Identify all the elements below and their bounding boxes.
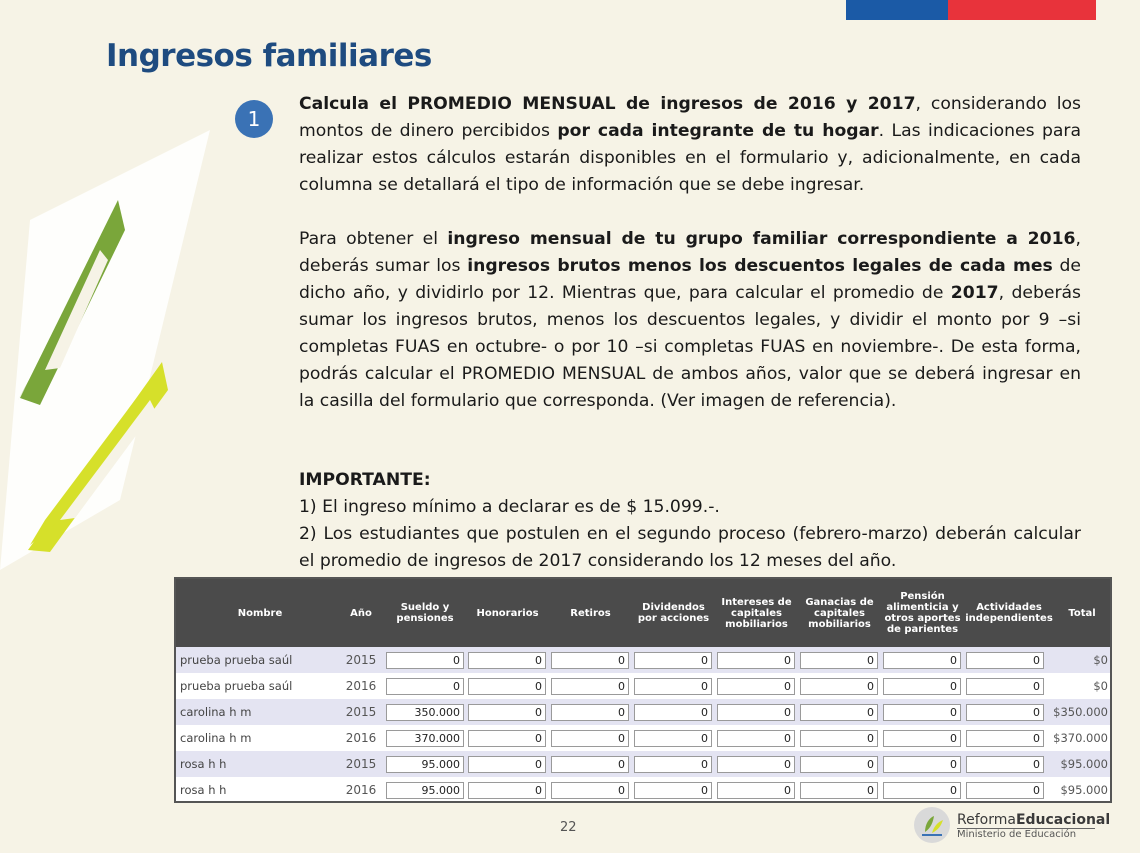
- table-row: [176, 751, 1112, 777]
- column-header: Honorarios: [476, 607, 539, 619]
- income-input[interactable]: 350.000: [386, 704, 464, 721]
- member-name: rosa h h: [180, 783, 227, 797]
- income-input[interactable]: 0: [468, 704, 546, 721]
- income-input[interactable]: 0: [551, 756, 629, 773]
- top-red-bar: [948, 0, 1096, 20]
- year-cell: 2016: [345, 731, 377, 745]
- paragraph2-run: , deberás sumar los ingresos brutos, menos los descuentos legales, y dividir el monto por 9 –si completas FUAS en octubre- o por 10 –si completas FUAS en noviembre-. De esta forma, podrás calcular el PROMEDIO MENSUAL de ambos años, valor que se deberá ingresar en la casilla del formulario que corresponda. (Ver imagen de referencia).: [299, 283, 1081, 411]
- row-total: $0: [1093, 653, 1108, 667]
- paragraph-instructions: [299, 91, 1081, 199]
- income-input[interactable]: 0: [717, 782, 795, 799]
- column-header: Sueldo y pensiones: [396, 602, 454, 624]
- leaf-decoration: [0, 100, 230, 600]
- brand-light: Reforma: [957, 812, 1016, 828]
- column-header: Pensión alimenticia y otros aportes de parientes: [884, 591, 961, 635]
- footer-ministry: Ministerio de Educación: [957, 829, 1077, 840]
- member-name: prueba prueba saúl: [180, 679, 293, 693]
- paragraph1-run: , considerando los montos de dinero percibidos: [299, 94, 1081, 141]
- step-number-badge: 1: [235, 100, 273, 138]
- year-cell: 2016: [345, 679, 377, 693]
- paragraph-calculation: [299, 226, 1081, 415]
- page-title: Ingresos familiares: [106, 38, 432, 74]
- row-total: $370.000: [1053, 731, 1108, 745]
- table-row: [176, 725, 1112, 751]
- income-input[interactable]: 95.000: [386, 782, 464, 799]
- paragraph1-run: por cada integrante de tu hogar: [557, 121, 879, 141]
- row-total: $0: [1093, 679, 1108, 693]
- income-input[interactable]: 0: [717, 652, 795, 669]
- important-item-1: 1) El ingreso mínimo a declarar es de $ 15.099.-.: [299, 497, 720, 517]
- column-header: Dividendos por acciones: [637, 602, 710, 624]
- year-cell: 2015: [345, 757, 377, 771]
- year-cell: 2016: [345, 783, 377, 797]
- row-total: $350.000: [1053, 705, 1108, 719]
- paragraph2-run: 2017: [950, 283, 999, 303]
- income-table: [174, 577, 1112, 803]
- income-input[interactable]: 0: [717, 678, 795, 695]
- year-cell: 2015: [345, 705, 377, 719]
- income-input[interactable]: 0: [800, 704, 878, 721]
- income-input[interactable]: 0: [966, 704, 1044, 721]
- member-name: carolina h m: [180, 731, 252, 745]
- income-input[interactable]: 0: [966, 730, 1044, 747]
- income-input[interactable]: 0: [634, 756, 712, 773]
- table-row: [176, 673, 1112, 699]
- member-name: rosa h h: [180, 757, 227, 771]
- page-number: 22: [560, 820, 577, 835]
- income-input[interactable]: 0: [883, 756, 961, 773]
- income-input[interactable]: 0: [551, 678, 629, 695]
- column-header: Ganacias de capitales mobiliarios: [805, 596, 874, 630]
- income-input[interactable]: 0: [634, 652, 712, 669]
- income-input[interactable]: 0: [883, 730, 961, 747]
- paragraph2-run: ingreso mensual de tu grupo familiar correspondiente a 2016: [447, 229, 1076, 249]
- ministry-logo-icon: [912, 805, 952, 845]
- income-input[interactable]: 0: [551, 704, 629, 721]
- important-section: [299, 467, 1081, 575]
- income-input[interactable]: 370.000: [386, 730, 464, 747]
- income-input[interactable]: 0: [551, 652, 629, 669]
- top-blue-bar: [846, 0, 948, 20]
- income-input[interactable]: 0: [883, 704, 961, 721]
- income-input[interactable]: 95.000: [386, 756, 464, 773]
- income-input[interactable]: 0: [551, 730, 629, 747]
- income-input[interactable]: 0: [386, 678, 464, 695]
- member-name: carolina h m: [180, 705, 252, 719]
- income-input[interactable]: 0: [800, 678, 878, 695]
- important-heading: IMPORTANTE:: [299, 470, 431, 490]
- income-input[interactable]: 0: [966, 756, 1044, 773]
- income-input[interactable]: 0: [800, 730, 878, 747]
- column-header: Retiros: [570, 607, 611, 619]
- table-row: [176, 777, 1112, 803]
- income-input[interactable]: 0: [468, 678, 546, 695]
- table-row: [176, 699, 1112, 725]
- paragraph1-run: . Las indicaciones para realizar estos cálculos estarán disponibles en el formulario y, adicionalmente, en cada columna se detallará el tipo de información que se debe ingresar.: [299, 121, 1081, 195]
- income-input[interactable]: 0: [551, 782, 629, 799]
- paragraph2-run: de dicho año, y dividirlo por 12. Mientras que, para calcular el promedio de: [299, 256, 1081, 303]
- table-row: [176, 647, 1112, 673]
- column-header: Nombre: [237, 607, 283, 619]
- paragraph2-run: , deberás sumar los: [299, 229, 1081, 276]
- row-total: $95.000: [1060, 757, 1108, 771]
- year-cell: 2015: [345, 653, 377, 667]
- column-header: Año: [350, 607, 372, 619]
- income-input[interactable]: 0: [800, 782, 878, 799]
- income-input[interactable]: 0: [634, 704, 712, 721]
- income-input[interactable]: 0: [386, 652, 464, 669]
- income-input[interactable]: 0: [468, 730, 546, 747]
- income-input[interactable]: 0: [883, 678, 961, 695]
- brand-bold: Educacional: [1015, 812, 1111, 828]
- column-header: Total: [1068, 607, 1096, 619]
- income-input[interactable]: 0: [634, 782, 712, 799]
- paragraph2-run: Para obtener el: [299, 229, 448, 249]
- income-input[interactable]: 0: [966, 678, 1044, 695]
- important-item-2: 2) Los estudiantes que postulen en el segundo proceso (febrero-marzo) deberán calcular el promedio de ingresos de 2017 considerando los 12 meses del año.: [299, 524, 1081, 571]
- income-input[interactable]: 0: [883, 652, 961, 669]
- income-input[interactable]: 0: [717, 756, 795, 773]
- paragraph1-run: Calcula el PROMEDIO MENSUAL de ingresos de 2016 y 2017: [299, 94, 916, 114]
- table-header: [176, 579, 1112, 647]
- member-name: prueba prueba saúl: [180, 653, 293, 667]
- income-input[interactable]: 0: [800, 652, 878, 669]
- income-input[interactable]: 0: [634, 730, 712, 747]
- income-input[interactable]: 0: [634, 678, 712, 695]
- footer-brand: [957, 812, 1110, 828]
- income-input[interactable]: 0: [883, 782, 961, 799]
- income-input[interactable]: 0: [468, 652, 546, 669]
- income-input[interactable]: 0: [468, 756, 546, 773]
- income-input[interactable]: 0: [468, 782, 546, 799]
- column-header: Intereses de capitales mobiliarios: [721, 596, 792, 630]
- paragraph2-run: ingresos brutos menos los descuentos legales de cada mes: [467, 256, 1053, 276]
- column-header: Actividades independientes: [965, 602, 1053, 624]
- income-input[interactable]: 0: [717, 730, 795, 747]
- row-total: $95.000: [1060, 783, 1108, 797]
- income-input[interactable]: 0: [717, 704, 795, 721]
- income-input[interactable]: 0: [800, 756, 878, 773]
- income-input[interactable]: 0: [966, 652, 1044, 669]
- income-input[interactable]: 0: [966, 782, 1044, 799]
